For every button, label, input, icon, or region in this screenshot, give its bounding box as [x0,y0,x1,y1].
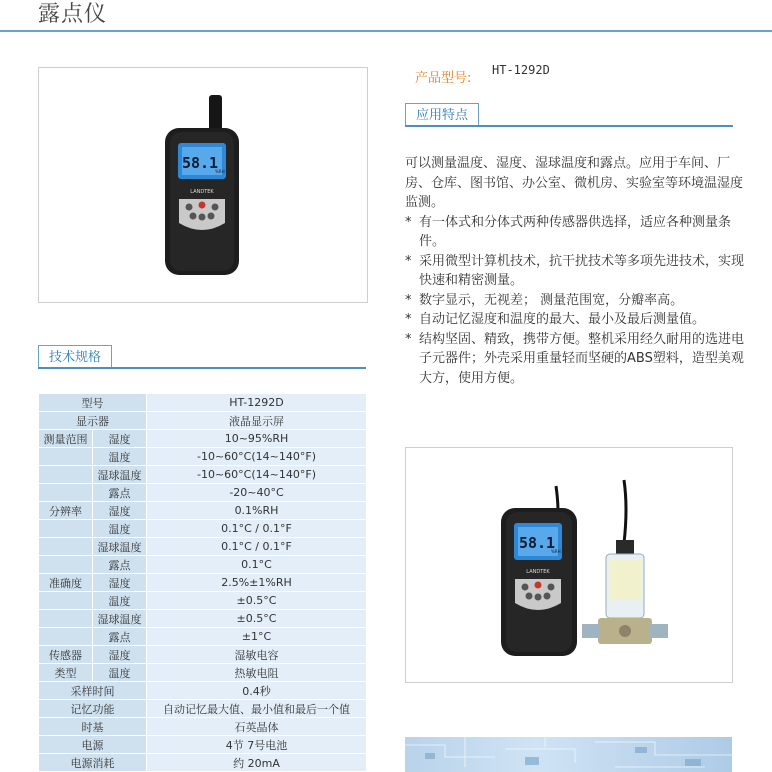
table-row [39,412,367,430]
specs-rule [38,367,366,369]
spec-label: 温度 [93,664,147,682]
feature-bullet [405,213,750,252]
spec-value: 湿敏电容 [147,646,367,664]
spec-value: 热敏电阻 [147,664,367,682]
table-row [39,646,367,664]
features-rule [405,125,733,127]
table-row [39,628,367,646]
spec-group-blank [39,592,93,610]
spec-value: -20~40°C [147,484,367,502]
table-row [39,448,367,466]
bullet-star: * [405,253,412,269]
spec-label: 温度 [93,520,147,538]
spec-label: 湿球温度 [93,538,147,556]
bullet-star: * [405,214,412,230]
spec-value: 石英晶体 [147,718,367,736]
spec-label: 湿度 [93,430,147,448]
spec-label: 湿球温度 [93,466,147,484]
brand-logo-2: LANDTEK [526,569,550,575]
features-heading: 应用特点 [405,103,479,127]
spec-group-blank [39,610,93,628]
lcd-reading: 58.1 [181,154,219,172]
circuit-pattern-image [405,737,732,772]
table-row [39,520,367,538]
feature-text: 自动记忆湿度和温度的最大、最小及最后测量值。 [419,312,706,327]
spec-value: 0.1°C / 0.1°F [147,520,367,538]
spec-label: 显示器 [39,412,147,430]
spec-label: 电源消耗 [39,754,147,772]
table-row [39,592,367,610]
lcd-reading-2: 58.1 [518,534,556,552]
bullet-star: * [405,312,412,327]
spec-value: 约 20mA [147,754,367,772]
table-row [39,574,367,592]
spec-group-blank [39,538,93,556]
spec-value: 0.1°C [147,556,367,574]
features-intro: 可以测量温度、湿度、湿球温度和露点。应用于车间、厂房、仓库、图书馆、办公室、微机房、实验室等环境温湿度监测。 [405,156,744,210]
spec-value: ±0.5°C [147,610,367,628]
lcd-unit: %RH [215,169,225,174]
spec-label: 露点 [93,556,147,574]
spec-value: 10~95%RH [147,430,367,448]
page-title: 露点仪 [38,2,108,27]
model-label: 产品型号: [415,71,472,86]
spec-value: 液晶显示屏 [147,412,367,430]
feature-text: 结构坚固、精致，携带方便。整机采用经久耐用的选进电子元器件；外壳采用重量轻而坚硬的ABS塑料，造型美观大方，使用方便。 [419,331,745,386]
table-row [39,466,367,484]
spec-label: 露点 [93,484,147,502]
feature-bullet [405,252,750,291]
spec-value: -10~60°C(14~140°F) [147,466,367,484]
brand-logo: LANDTEK [190,189,214,195]
spec-value: -10~60°C(14~140°F) [147,448,367,466]
meter-with-probe-image [406,448,732,682]
spec-label: 型号 [39,394,147,412]
handheld-meter-image [39,68,367,302]
spec-group-blank [39,484,93,502]
title-divider [0,30,772,32]
spec-value: 自动记忆最大值、最小值和最后一个值 [147,700,367,718]
spec-label: 采样时间 [39,682,147,700]
bullet-star: * [405,331,412,347]
spec-label: 湿球温度 [93,610,147,628]
features-section-header [405,103,733,127]
spec-label: 电源 [39,736,147,754]
spec-label: 温度 [93,592,147,610]
bullet-star: * [405,292,412,308]
table-row [39,502,367,520]
spec-group-blank [39,520,93,538]
spec-group: 分辨率 [39,502,93,520]
spec-group: 类型 [39,664,93,682]
spec-group: 准确度 [39,574,93,592]
spec-value: 0.1%RH [147,502,367,520]
product-photo-handheld [38,67,368,303]
spec-label: 时基 [39,718,147,736]
feature-text: 数字显示，无视差； 测量范围宽，分瓣率高。 [419,292,684,308]
feature-bullet [405,310,750,330]
table-row [39,538,367,556]
table-row [39,700,367,718]
spec-label: 湿度 [93,574,147,592]
table-row [39,736,367,754]
spec-group: 传感器 [39,646,93,664]
specs-table [38,393,367,772]
table-row [39,484,367,502]
feature-bullet [405,330,750,389]
spec-label: 湿度 [93,646,147,664]
spec-group-blank [39,556,93,574]
spec-label: 温度 [93,448,147,466]
decorative-banner [405,737,732,772]
spec-group-blank [39,628,93,646]
table-row [39,664,367,682]
spec-group-blank [39,448,93,466]
model-value: HT-1292D [492,63,550,77]
spec-group: 测量范围 [39,430,93,448]
lcd-unit-2: %RH [551,549,561,554]
spec-value: 2.5%±1%RH [147,574,367,592]
specs-heading: 技术规格 [38,345,112,369]
spec-label: 记忆功能 [39,700,147,718]
feature-text: 采用微型计算机技术，抗干扰技术等多项先进技术，实现快速和精密测量。 [419,253,745,288]
spec-group-blank [39,466,93,484]
feature-text: 有一体式和分体式两种传感器供选择，适应各种测量条件。 [419,214,732,249]
table-row [39,754,367,772]
spec-value: 0.4秒 [147,682,367,700]
table-row [39,556,367,574]
table-row [39,718,367,736]
spec-label: 露点 [93,628,147,646]
spec-label: 湿度 [93,502,147,520]
table-row [39,610,367,628]
table-row [39,394,367,412]
spec-value: ±1°C [147,628,367,646]
spec-value: HT-1292D [147,394,367,412]
spec-value: ±0.5°C [147,592,367,610]
table-row [39,682,367,700]
specs-section-header [38,345,366,369]
table-row [39,430,367,448]
features-description [405,154,750,388]
spec-value: 0.1°C / 0.1°F [147,538,367,556]
spec-value: 4节 7号电池 [147,736,367,754]
product-photo-with-probe [405,447,733,683]
feature-bullet [405,291,750,311]
